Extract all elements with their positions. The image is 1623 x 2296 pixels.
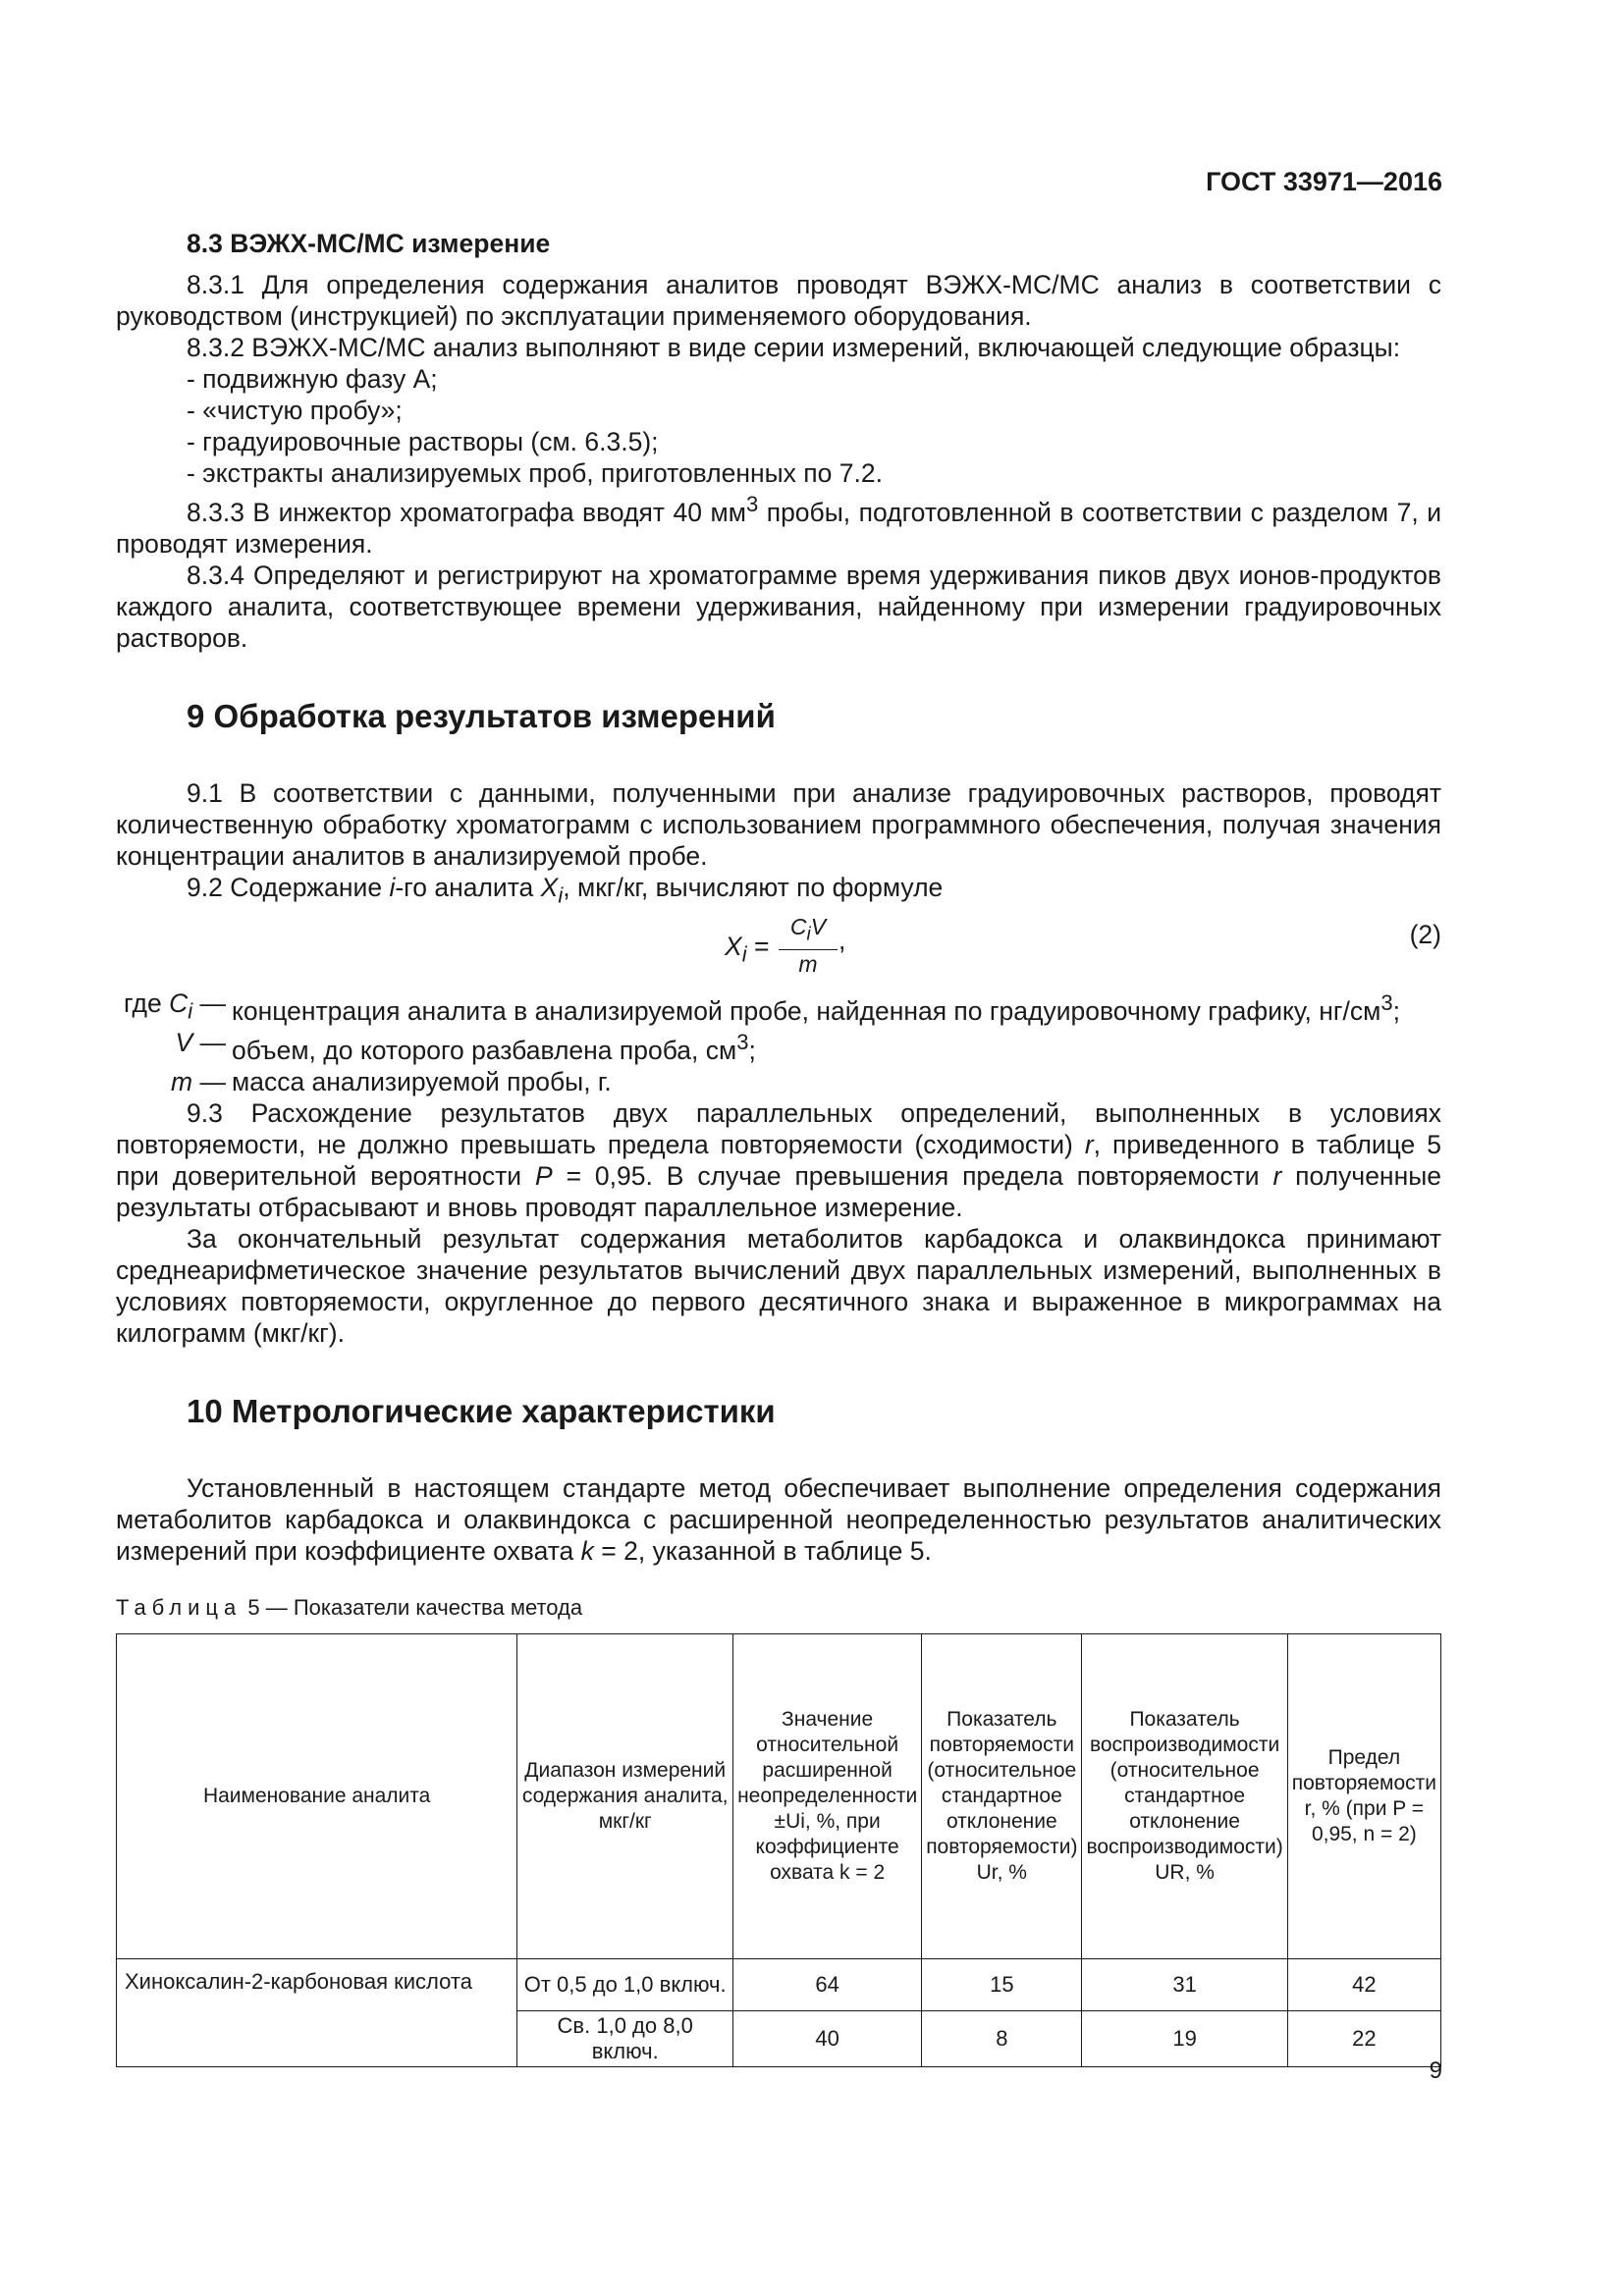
paragraph-8-3-4: 8.3.4 Определяют и регистрируют на хроматограмме время удерживания пиков двух ионов-продуктов каждого аналита, соответствующее времени удерживания, найденному при измерении градуировочных растворов. — [116, 560, 1441, 653]
formula-number: (2) — [1409, 920, 1441, 950]
value-cell: 40 — [733, 2011, 922, 2067]
paragraph-8-3-3: 8.3.3 В инжектор хроматографа вводят 40 $мм^3$ пробы, подготовленной в соответствии с разделом 7, и проводят измерения. — [116, 492, 1441, 559]
quality-table — [116, 1633, 1441, 2067]
legend-key: m — — [171, 1067, 226, 1097]
legend-key: V — — [175, 1028, 226, 1058]
analyte-cell: Хиноксалин-2-карбоновая кислота — [117, 1959, 517, 2067]
value-cell: 15 — [922, 1959, 1082, 2011]
section-9-title: 9 Обработка результатов измерений — [187, 697, 776, 734]
legend-text: объем, до которого разбавлена проба, $см^3$; — [232, 1030, 756, 1066]
paragraph-9-1: 9.1 В соответствии с данными, полученными при анализе градуировочных растворов, проводят количественную обработку хроматограмм с использованием программного обеспечения, получая значения концентрации аналитов в анализируемой пробе. — [116, 777, 1441, 871]
value-cell: 31 — [1082, 1959, 1287, 2011]
table-row — [117, 1959, 1441, 2011]
formula-legend — [116, 988, 1441, 1097]
table-header-row — [117, 1634, 1441, 1959]
list-item: - градуировочные растворы (см. 6.3.5); — [187, 427, 659, 456]
legend-key: где $C_i$ — — [124, 988, 226, 1024]
document-code: ГОСТ 33971—2016 — [1206, 167, 1442, 196]
section-10-title: 10 Метрологические характеристики — [187, 1393, 776, 1430]
legend-text: концентрация аналита в анализируемой пробе, найденная по градуировочному графику, $нг/см^3$; — [232, 990, 1401, 1026]
page-content — [116, 228, 1441, 2067]
range-cell: Св. 1,0 до 8,0 включ. — [517, 2011, 733, 2067]
table-header-cell: Значение относительной расширенной неопределенности ±Ui, %, при коэффициенте охвата k = 2 — [733, 1634, 922, 1959]
formula-lhs: $X_i$ = — [725, 932, 770, 967]
table-header-cell: Предел повторяемости r, % (при P = 0,95, n = 2) — [1287, 1634, 1440, 1959]
list-item: - подвижную фазу А; — [187, 364, 438, 394]
list-item: - «чистую пробу»; — [187, 396, 403, 425]
paragraph-10: Установленный в настоящем стандарте метод обеспечивает выполнение определения содержания метаболитов карбадокса и олаквиндокса с расширенной неопределенностью результатов аналитических измерений при коэффициенте охвата k = 2, указанной в таблице 5. — [116, 1473, 1441, 1567]
page-number: 9 — [1429, 2057, 1442, 2084]
table-header-cell: Показатель воспроизводимости (относительное стандартное отклонение воспроизводимости) UR, % — [1082, 1634, 1287, 1959]
value-cell: 19 — [1082, 2011, 1287, 2067]
paragraph-8-3-2: 8.3.2 ВЭЖХ-МС/МС анализ выполняют в виде серии измерений, включающей следующие образцы: — [187, 333, 1401, 362]
legend-text: масса анализируемой пробы, г. — [232, 1067, 612, 1097]
value-cell: 42 — [1287, 1959, 1440, 2011]
paragraph-9-3: 9.3 Расхождение результатов двух параллельных определений, выполненных в условиях повторяемости, не должно превышать предела повторяемости (сходимости) r, приведенного в таблице 5 при доверительной вероятности P = 0,95. В случае превышения предела повторяемости r полученные результаты отбрасывают и вновь проводят параллельное измерение. — [116, 1098, 1441, 1223]
paragraph-9-2: 9.2 Содержание i-го аналита $X_i$, мкг/кг, вычисляют по формуле — [187, 872, 944, 908]
list-item: - экстракты анализируемых проб, приготовленных по 7.2. — [187, 458, 883, 488]
formula-fraction: $C_iV$ m — [779, 913, 838, 978]
paragraph-9-3-result: За окончательный результат содержания метаболитов карбадокса и олаквиндокса принимают среднеарифметическое значение результатов вычислений двух параллельных измерений, выполненных в условиях повторяемости, округленное до первого десятичного знака и выраженное в микрограммах на килограмм (мкг/кг). — [116, 1224, 1441, 1349]
paragraph-8-3-1: 8.3.1 Для определения содержания аналитов проводят ВЭЖХ-МС/МС анализ в соответствии с руководством (инструкцией) по эксплуатации применяемого оборудования. — [116, 270, 1441, 331]
formula-2: $X_i$ = $C_iV$ m , (2) — [725, 914, 1441, 977]
table-header-cell: Наименование аналита — [117, 1634, 517, 1959]
table-header-cell: Показатель повторяемости (относительное стандартное отклонение повторяемости) Ur, % — [922, 1634, 1082, 1959]
table-header-cell: Диапазон измерений содержания аналита, мкг/кг — [517, 1634, 733, 1959]
range-cell: От 0,5 до 1,0 включ. — [517, 1959, 733, 2011]
table-caption: Таблица 5 — Показатели качества метода — [116, 1595, 583, 1621]
value-cell: 64 — [733, 1959, 922, 2011]
value-cell: 22 — [1287, 2011, 1440, 2067]
value-cell: 8 — [922, 2011, 1082, 2067]
section-8-3-title: 8.3 ВЭЖХ-МС/МС измерение — [187, 229, 551, 258]
